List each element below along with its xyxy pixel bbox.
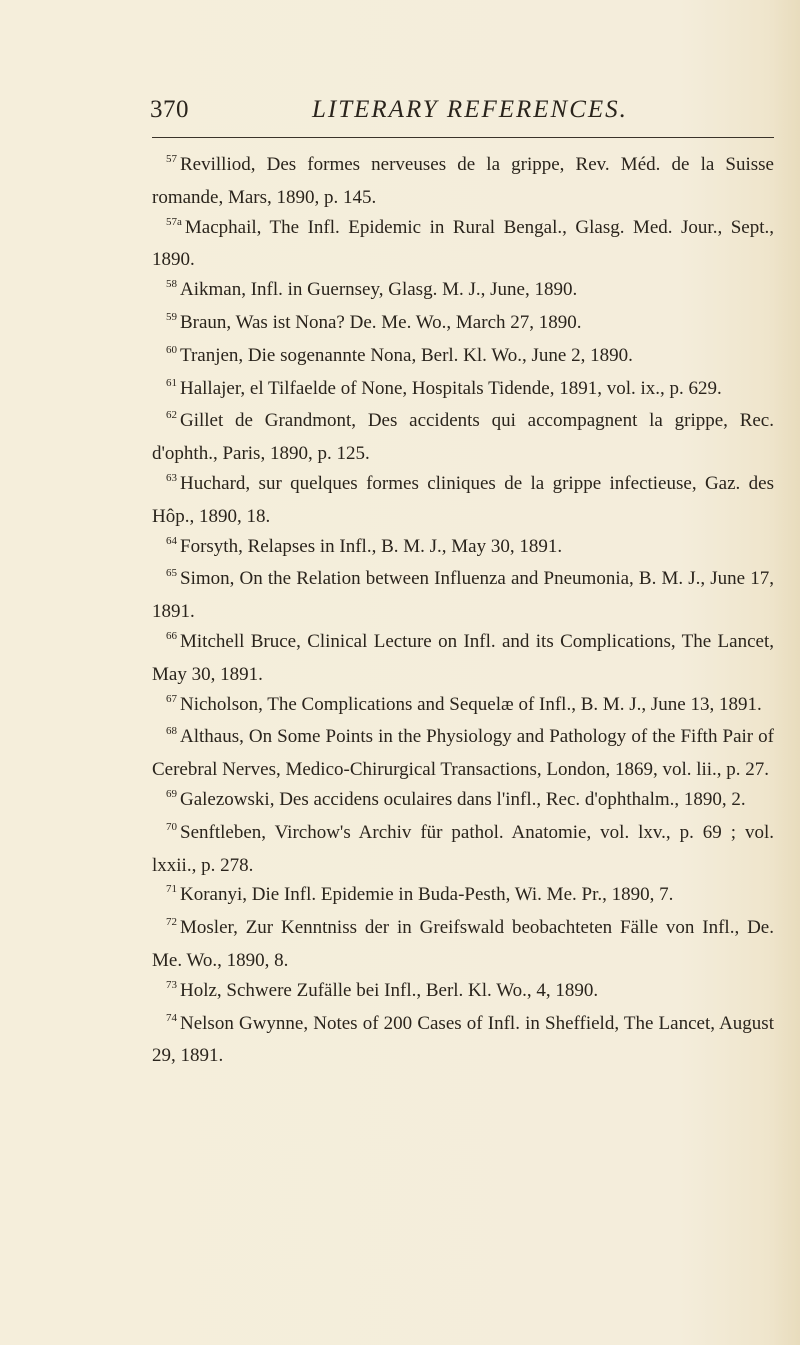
header-rule — [152, 137, 774, 138]
reference-text: Galezowski, Des accidens oculaires dans l'infl., Rec. d'ophthalm., 1890, 2. — [180, 788, 746, 810]
reference-item — [152, 880, 774, 913]
reference-item — [152, 564, 774, 627]
reference-number: 57 — [166, 153, 177, 165]
page-number: 370 — [150, 96, 189, 123]
reference-number: 73 — [166, 978, 177, 991]
reference-number: 67 — [166, 692, 177, 705]
reference-text: Gillet de Grandmont, Des accidents qui accompagnent la grippe, Rec. d'ophth., Paris, 1890, p. 125. — [152, 410, 774, 465]
reference-item — [152, 150, 774, 213]
reference-item — [152, 341, 774, 374]
reference-item — [152, 785, 774, 818]
reference-text: Hallajer, el Tilfaelde of None, Hospitals Tidende, 1891, vol. ix., p. 629. — [180, 377, 722, 399]
reference-item — [152, 374, 774, 407]
reference-text: Braun, Was ist Nona? De. Me. Wo., March 27, 1890. — [180, 311, 582, 333]
reference-text: Aikman, Infl. in Guernsey, Glasg. M. J., June, 1890. — [180, 279, 578, 301]
reference-text: Simon, On the Relation between Influenza and Pneumonia, B. M. J., June 17, 1891. — [152, 568, 774, 623]
reference-number: 61 — [166, 376, 177, 389]
reference-number: 74 — [166, 1011, 177, 1024]
reference-number: 64 — [166, 534, 177, 547]
reference-item — [152, 722, 774, 785]
reference-text: Mitchell Bruce, Clinical Lecture on Infl. and its Complications, The Lancet, May 30, 1891. — [152, 630, 774, 685]
reference-number: 57a — [166, 215, 182, 228]
reference-item — [152, 818, 774, 881]
reference-item — [152, 275, 774, 308]
reference-number: 59 — [166, 310, 177, 323]
reference-item — [152, 213, 774, 276]
reference-text: Senftleben, Virchow's Archiv für pathol. Anatomie, vol. lxv., p. 69 ; vol. lxxii., p. 278. — [152, 821, 774, 876]
reference-item — [152, 913, 774, 976]
reference-text: Huchard, sur quelques formes cliniques de la grippe infectieuse, Gaz. des Hôp., 1890, 18. — [152, 472, 774, 527]
running-title: LITERARY REFERENCES. — [312, 96, 628, 123]
reference-text: Macphail, The Infl. Epidemic in Rural Bengal., Glasg. Med. Jour., Sept., 1890. — [152, 216, 774, 271]
reference-list — [152, 150, 774, 1071]
reference-item — [152, 1009, 774, 1072]
reference-item — [152, 308, 774, 341]
reference-number: 72 — [166, 916, 177, 929]
reference-text: Nelson Gwynne, Notes of 200 Cases of Infl. in Sheffield, The Lancet, August 29, 1891. — [152, 1012, 774, 1067]
reference-item — [152, 406, 774, 469]
reference-number: 71 — [166, 883, 177, 896]
reference-text: Mosler, Zur Kenntniss der in Greifswald beobachteten Fälle von Infl., De. Me. Wo., 1890, 8. — [152, 917, 774, 971]
reference-number: 69 — [166, 787, 177, 800]
reference-number: 66 — [166, 629, 177, 642]
reference-text: Revilliod, Des formes nerveuses de la grippe, Rev. Méd. de la Suisse romande, Mars, 1890, p. 145. — [152, 154, 774, 208]
reference-text: Nicholson, The Complications and Sequelæ of Infl., B. M. J., June 13, 1891. — [180, 693, 762, 715]
reference-number: 62 — [166, 409, 177, 422]
reference-number: 68 — [166, 725, 177, 738]
reference-number: 63 — [166, 471, 177, 484]
reference-text: Forsyth, Relapses in Infl., B. M. J., May 30, 1891. — [180, 535, 563, 557]
reference-number: 60 — [166, 343, 177, 356]
reference-number: 65 — [166, 567, 177, 580]
reference-text: Althaus, On Some Points in the Physiology and Pathology of the Fifth Pair of Cerebral Nerves, Medico-Chirurgical Transactions, London, 1869, vol. lii., p. 27. — [152, 726, 774, 781]
page-header — [150, 96, 790, 136]
reference-text: Holz, Schwere Zufälle bei Infl., Berl. Kl. Wo., 4, 1890. — [180, 979, 599, 1001]
reference-item — [152, 976, 774, 1009]
reference-text: Koranyi, Die Infl. Epidemie in Buda-Pesth, Wi. Me. Pr., 1890, 7. — [180, 884, 674, 906]
reference-text: Tranjen, Die sogenannte Nona, Berl. Kl. Wo., June 2, 1890. — [180, 344, 633, 366]
reference-number: 70 — [166, 820, 177, 833]
reference-item — [152, 627, 774, 690]
reference-number: 58 — [166, 278, 177, 291]
reference-item — [152, 532, 774, 565]
reference-item — [152, 469, 774, 532]
reference-item — [152, 690, 774, 723]
